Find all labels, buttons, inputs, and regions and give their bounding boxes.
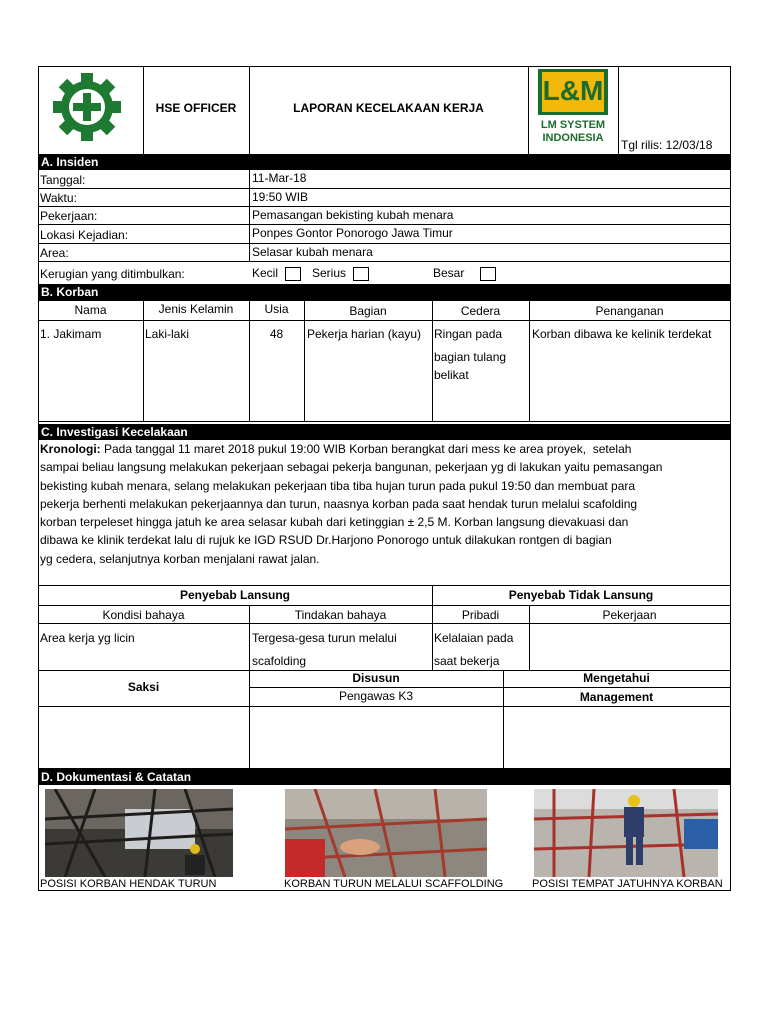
acknowledged-label: Mengetahui [583,671,650,685]
hazard-action-2: scafolding [252,654,307,668]
victim-treatment: Korban dibawa ke kelinik terdekat [532,327,712,341]
col-cedera: Cedera [460,304,501,318]
hazard-condition: Area kerja yg licin [40,631,135,645]
col-usia: Usia [264,302,289,316]
logo-subtitle-1: LM SYSTEM [540,119,606,131]
caption-victim-position: POSISI KORBAN HENDAK TURUN [40,878,217,890]
direct-cause-header: Penyebab Lansung [179,588,291,602]
date-label: Tanggal: [40,173,86,187]
col-kondisi-bahaya: Kondisi bahaya [102,608,185,622]
victim-gender: Laki-laki [145,327,190,341]
prepared-by-label: Disusun [352,671,400,685]
work-label: Pekerjaan: [40,209,98,223]
section-c-header: C. Investigasi Kecelakaan [38,424,731,440]
chronology-label: Kronologi: [40,442,101,456]
logo-subtitle-2: INDONESIA [542,132,604,144]
loss-besar-checkbox[interactable] [480,267,496,281]
section-a-header: A. Insiden [38,154,731,170]
safety-supervisor-label: Pengawas K3 [338,689,414,703]
loss-option-kecil-label: Kecil [252,266,279,280]
col-pribadi: Pribadi [461,608,500,622]
victim-injury-2: bagian tulang [434,350,507,364]
loss-option-besar-label: Besar [433,266,465,280]
chronology-line-7: yg cedera, selanjutnya korban menjalani rawat jalan. [40,551,320,566]
witness-label: Saksi [127,680,160,694]
col-nama: Nama [74,303,107,317]
victim-injury-1: Ringan pada [434,327,503,341]
chronology-line-2: sampai beliau langsung melakukan pekerjaan sebagai pekerja bangunan, pekerjaan yg di lakukan yaitu pemasangan [40,460,663,475]
loss-option-besar [433,266,496,281]
chronology-text [40,440,730,568]
hazard-action-1: Tergesa-gesa turun melalui [252,631,397,645]
time-value: 19:50 WIB [252,190,309,204]
photo-victim-position [45,789,233,877]
chronology-line-4: pekerja berhenti melakukan pekerjaannya dan turun, naasnya korban pada saat hendak turun melalui scafolding [40,496,638,511]
photo-descending-scaffolding [285,789,487,877]
indirect-cause-header: Penyebab Tidak Lansung [508,588,654,602]
personal-cause-1: Kelalaian pada [434,631,514,645]
loss-serius-checkbox[interactable] [353,267,369,281]
area-value: Selasar kubah menara [252,245,373,259]
chronology-line-3: bekisting kubah menara, selang melakukan pekerjaan tiba tiba hujan turun pada pukul 19:50 dan membuat para [40,478,636,493]
report-title: LAPORAN KECELAKAAN KERJA [293,101,484,115]
company-logo [538,69,608,147]
caption-fall-location: POSISI TEMPAT JATUHNYA KORBAN [532,878,723,890]
photo-fall-location [534,789,718,877]
section-d-header: D. Dokumentasi & Catatan [38,769,731,785]
loss-option-serius-label: Serius [312,266,347,280]
col-jenis-kelamin: Jenis Kelamin [158,302,234,316]
personal-cause-2: saat bekerja [434,654,500,668]
col-bagian: Bagian [349,304,387,318]
victim-section: Pekerja harian (kayu) [307,327,422,341]
safety-gear-cross-icon [50,72,124,142]
chronology-line-5: korban terpeleset hingga jatuh ke area selasar kubah dari ketinggian ± 2,5 M. Korban langsung dievakuasi dan [40,515,629,530]
victim-injury-3: belikat [434,368,469,382]
col-tindakan-bahaya: Tindakan bahaya [294,608,387,622]
section-b-header: B. Korban [38,284,731,301]
work-value: Pemasangan bekisting kubah menara [252,208,454,222]
area-label: Area: [40,246,69,260]
loss-kecil-checkbox[interactable] [285,267,301,281]
loss-option-serius [312,266,369,281]
logo-text: L&M [542,75,604,106]
loss-label: Kerugian yang ditimbulkan: [40,267,185,281]
location-label: Lokasi Kejadian: [40,228,129,242]
date-value: 11-Mar-18 [252,171,307,185]
victim-age: 48 [269,327,284,341]
victim-name: 1. Jakimam [40,327,102,341]
management-label: Management [579,690,654,704]
col-pekerjaan: Pekerjaan [602,608,657,622]
officer-title: HSE OFFICER [155,101,237,115]
release-date: Tgl rilis: 12/03/18 [621,138,713,152]
location-value: Ponpes Gontor Ponorogo Jawa Timur [252,226,453,240]
chronology-line-6: dibawa ke klinik terdekat lalu di rujuk ke IGD RSUD Dr.Harjono Ponorogo untuk dilakukan rontgen di bagian [40,533,612,548]
col-penanganan: Penanganan [595,304,664,318]
loss-option-kecil [252,266,301,281]
caption-descending-scaffolding: KORBAN TURUN MELALUI SCAFFOLDING [284,878,504,890]
time-label: Waktu: [40,191,77,205]
chronology-line-1: Pada tanggal 11 maret 2018 pukul 19:00 WIB Korban berangkat dari mess ke area proyek, setelah [100,442,632,456]
